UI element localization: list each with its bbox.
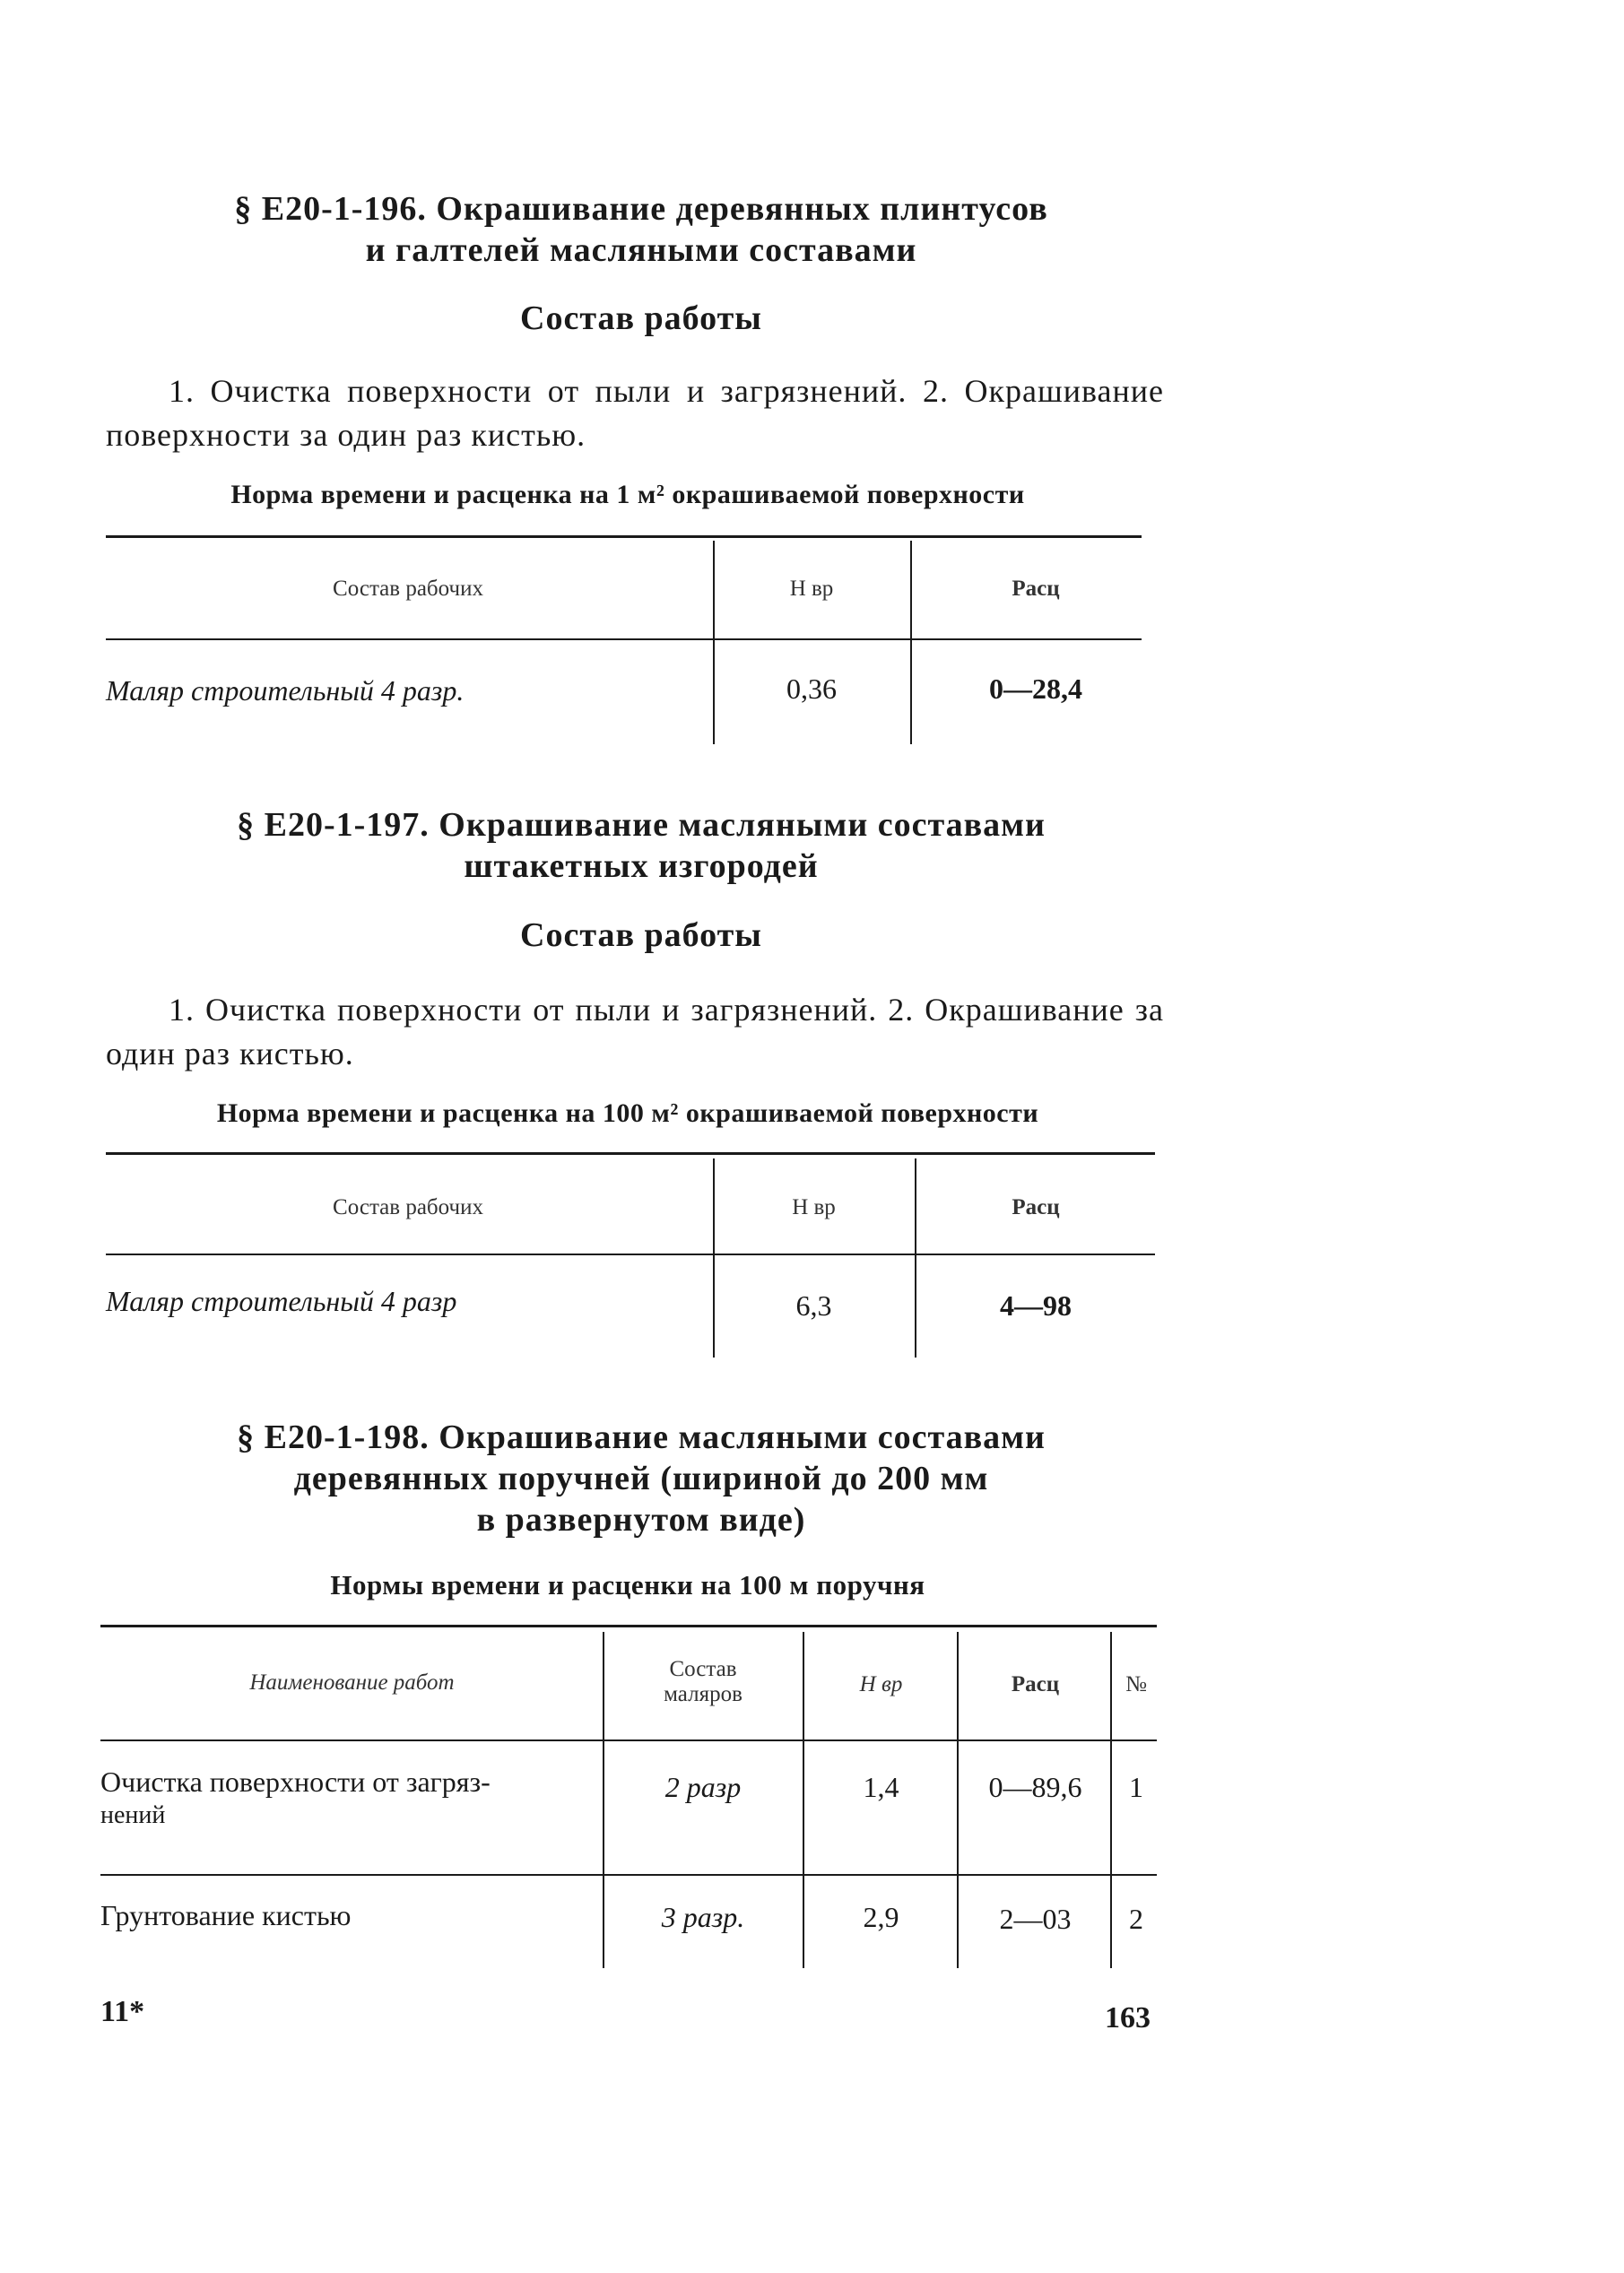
row-time-norm: 0,36 <box>786 672 837 705</box>
section-197-title-line2: штакетных изгородей <box>464 847 819 885</box>
header-number: № <box>1125 1672 1147 1696</box>
row-work-name-line1: Очистка поверхности от загряз- <box>100 1765 491 1798</box>
table-column-divider <box>803 1632 804 1968</box>
header-workers: Состав рабочих <box>333 1195 483 1219</box>
section-198-title <box>135 1417 1148 1540</box>
row-work-name <box>100 1765 594 1833</box>
table-column-divider <box>910 541 912 744</box>
section-198-title-line2: деревянных поручней (шириной до 200 мм <box>293 1460 989 1497</box>
row-rate: 4—98 <box>1000 1289 1072 1322</box>
header-staff-line1: Состав <box>669 1657 737 1681</box>
table-column-divider <box>957 1632 959 1968</box>
table-column-divider <box>1110 1632 1112 1968</box>
table-rule <box>100 1874 1157 1876</box>
section-196-paragraph: 1. Очистка поверхности от пыли и загрязнений. 2. Окрашивание поверхности за один раз кистью. <box>106 373 1164 453</box>
table-column-divider <box>915 1158 916 1358</box>
header-time-norm: Н вр <box>789 577 834 601</box>
signature-mark: 11* <box>100 1995 145 2028</box>
section-196-title-line1: § Е20-1-196. Окрашивание деревянных плинтусов <box>234 190 1048 228</box>
row-staff: 3 разр. <box>661 1901 745 1933</box>
row-work-name-line1: Грунтование кистью <box>100 1899 352 1931</box>
row-number: 2 <box>1129 1903 1143 1935</box>
row-worker: Маляр строительный 4 разр. <box>106 674 465 707</box>
row-worker: Маляр строительный 4 разр <box>106 1285 457 1317</box>
table-rule <box>106 1254 1155 1255</box>
section-197-title-line1: § Е20-1-197. Окрашивание масляными составами <box>237 806 1046 844</box>
section-197-table-caption: Норма времени и расценка на 100 м² окрашиваемой поверхности <box>216 1098 1039 1128</box>
row-rate: 0—28,4 <box>989 672 1082 705</box>
header-rate: Расц <box>1012 1195 1060 1219</box>
section-196-title <box>135 188 1148 271</box>
table-rule <box>100 1739 1157 1741</box>
row-staff: 2 разр <box>664 1771 742 1803</box>
page-number: 163 <box>1105 2001 1151 2034</box>
table-rule <box>106 535 1142 538</box>
table-rule <box>106 638 1142 640</box>
header-time-norm: Н вр <box>792 1195 836 1219</box>
section-198-title-line1: § Е20-1-198. Окрашивание масляными составами <box>237 1418 1046 1456</box>
row-number: 1 <box>1129 1771 1143 1803</box>
table-column-divider <box>713 541 715 744</box>
row-time-norm: 6,3 <box>795 1289 832 1322</box>
section-197-title <box>135 804 1148 887</box>
header-time-norm: Н вр <box>859 1672 903 1696</box>
section-198-table-caption: Нормы времени и расценки на 100 м поручня <box>330 1569 925 1601</box>
row-work-name <box>100 1898 594 1932</box>
section-198-title-line3: в развернутом виде) <box>476 1501 806 1539</box>
section-197-subhead: Состав работы <box>520 916 762 954</box>
row-rate: 2—03 <box>999 1903 1072 1935</box>
header-rate: Расц <box>1012 577 1060 601</box>
table-column-divider <box>713 1158 715 1358</box>
section-196-title-line2: и галтелей масляными составами <box>365 231 917 269</box>
header-rate: Расц <box>1011 1672 1060 1696</box>
table-rule <box>100 1625 1157 1627</box>
header-work-name: Наименование работ <box>249 1670 455 1695</box>
section-197-paragraph: 1. Очистка поверхности от пыли и загрязнений. 2. Окрашивание за один раз кистью. <box>106 992 1164 1071</box>
table-column-divider <box>603 1632 604 1968</box>
section-196-table-caption: Норма времени и расценка на 1 м² окрашиваемой поверхности <box>230 480 1025 509</box>
header-workers: Состав рабочих <box>333 577 483 601</box>
table-rule <box>106 1152 1155 1155</box>
row-time-norm: 2,9 <box>863 1901 899 1933</box>
row-work-name-line2: нений <box>100 1801 166 1829</box>
row-rate: 0—89,6 <box>988 1771 1082 1803</box>
header-staff <box>606 1657 800 1707</box>
section-196-subhead: Состав работы <box>520 299 762 337</box>
header-staff-line2: маляров <box>664 1682 743 1706</box>
row-time-norm: 1,4 <box>863 1771 899 1803</box>
